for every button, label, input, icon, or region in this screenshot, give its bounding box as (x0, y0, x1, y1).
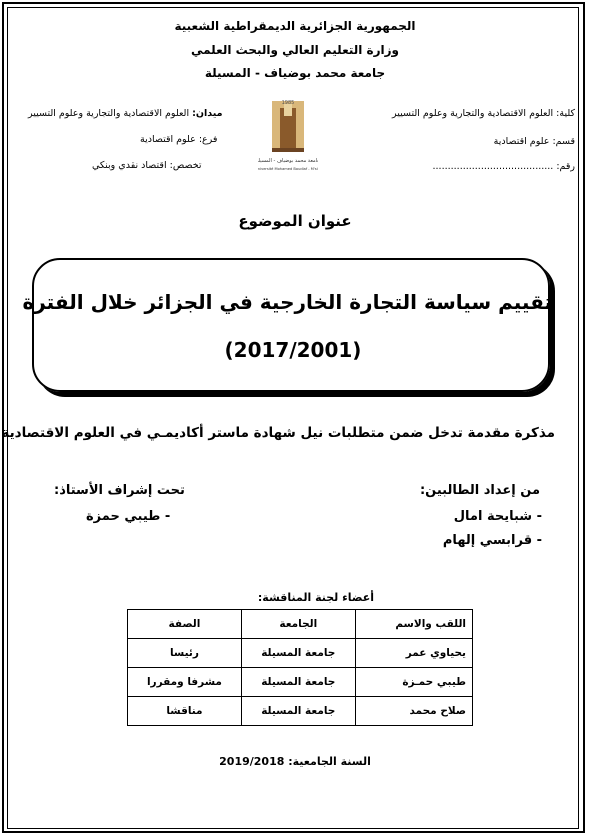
branch-label: فرع: (198, 134, 218, 145)
member-name: صلاح محمد (355, 697, 472, 726)
field-label: ميدان: (192, 108, 223, 119)
committee-header-row (128, 610, 473, 639)
committee-heading: أعضاء لجنة المناقشة: (257, 591, 374, 604)
member-role: مشرفا ومقررا (128, 668, 242, 697)
member-name: يحياوي عمر (355, 639, 472, 668)
field-value: العلوم الاقتصادية والتجارية وعلوم التسيير (28, 108, 190, 119)
number-line (433, 161, 575, 172)
ministry-heading: وزارة التعليم العالي والبحث العلمي (190, 43, 400, 57)
field-line (28, 108, 223, 119)
academic-year-value: 2019/2018 (219, 755, 285, 768)
number-value: ........................................ (432, 161, 554, 172)
faculty-value: العلوم الاقتصادية والتجارية وعلوم التسيير (392, 108, 554, 119)
student-name-1: - شبايحة امال (453, 509, 542, 524)
academic-year-line (0, 755, 590, 768)
logo-caption-fr: Université Mohamed Boudiaf - M'sila (258, 167, 318, 171)
title-box (22, 258, 552, 392)
students-label: من إعداد الطالبين: (419, 483, 540, 498)
member-university: جامعة المسيلة (241, 697, 355, 726)
member-university: جامعة المسيلة (241, 668, 355, 697)
memo-statement: مذكرة مقدمة تدخل ضمن متطلبات نيل شهادة ماستر أكاديمـي في العلوم الاقتصادية (1, 425, 555, 441)
member-university: جامعة المسيلة (241, 639, 355, 668)
table-row (128, 697, 473, 726)
specialty-label: تخصص: (169, 160, 202, 171)
faculty-line (392, 108, 575, 119)
department-value: علوم اقتصادية (493, 136, 550, 147)
member-role: رئيسا (128, 639, 242, 668)
column-header-university: الجامعة (241, 610, 355, 639)
university-heading: جامعة محمد بوضياف - المسيلة (204, 66, 386, 80)
column-header-role: الصفة (128, 610, 242, 639)
specialty-line (92, 160, 201, 171)
supervisor-name: - طيبي حمزة (86, 509, 171, 524)
department-line (494, 136, 575, 147)
subject-heading: عنوان الموضوع (238, 212, 352, 230)
department-label: قسم: (552, 136, 575, 147)
republic-heading: الجمهورية الجزائرية الديمقراطية الشعبية (174, 19, 416, 33)
branch-line (140, 134, 217, 145)
table-row (128, 668, 473, 697)
number-label: رقم: (556, 161, 575, 172)
thesis-title-line1: تقييم سياسة التجارة الخارجية في الجزائر خلال الفترة (22, 290, 552, 314)
logo-caption-ar: جامعة محمد بوضياف - المسيلة (258, 158, 318, 164)
table-row (128, 639, 473, 668)
specialty-value: اقتصاد نقدي وبنكي (92, 160, 167, 171)
branch-value: علوم اقتصادية (140, 134, 196, 145)
logo-year: 1985 (281, 100, 295, 106)
university-logo (258, 96, 318, 180)
faculty-label: كلية: (556, 108, 575, 119)
committee-table (127, 609, 473, 726)
university-logo-graphic (258, 96, 318, 180)
column-header-name: اللقب والاسم (355, 610, 472, 639)
member-role: مناقشا (128, 697, 242, 726)
academic-year-label: السنة الجامعية: (288, 755, 371, 768)
thesis-title-line2: (2017/2001) (224, 338, 362, 362)
student-name-2: - قرابسي إلهام (442, 533, 542, 548)
member-name: طيبي حمـزة (355, 668, 472, 697)
supervisor-label: تحت إشراف الأستاذ: (54, 483, 185, 498)
